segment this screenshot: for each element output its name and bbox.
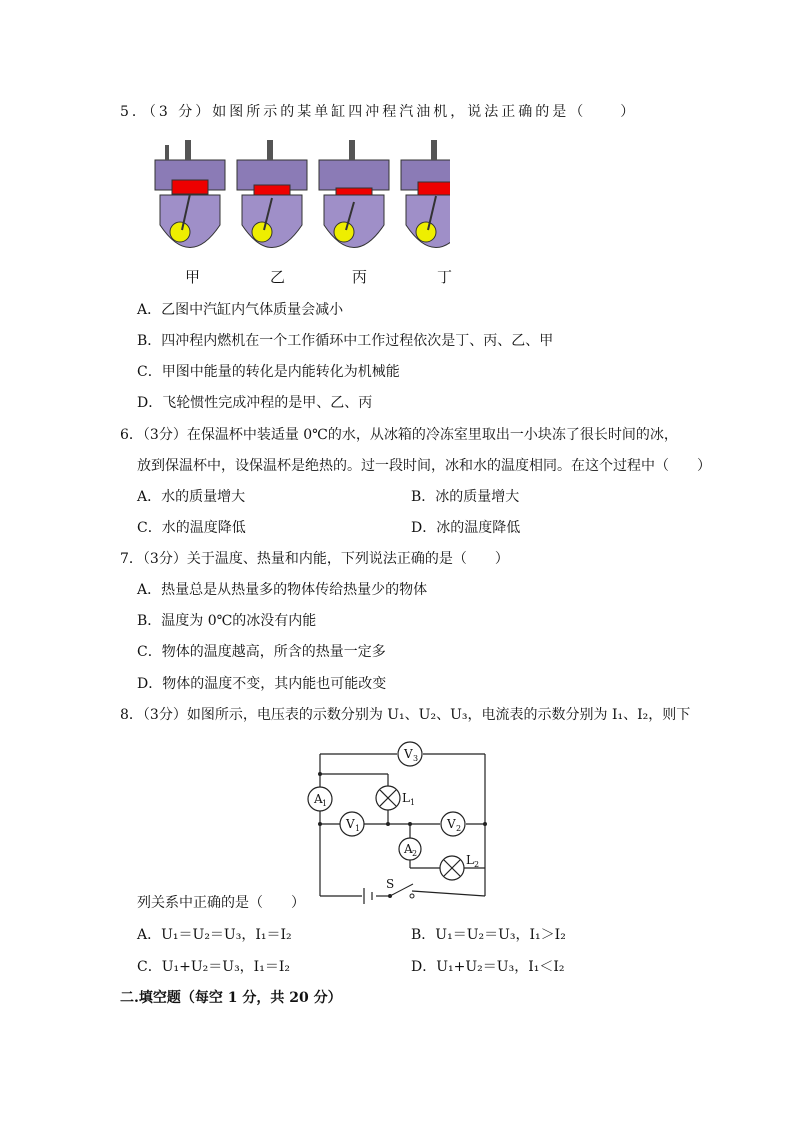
q8-option-b: B．U₁＝U₂＝U₃，I₁＞I₂ — [411, 927, 566, 943]
q6-option-c: C．水的温度降低 — [137, 520, 246, 536]
engine-bing-icon — [319, 140, 389, 248]
q7-option-a: A．热量总是从热量多的物体传给热量少的物体 — [137, 582, 428, 598]
engine-label-bing: 丙 — [352, 268, 368, 286]
q6-stem-line1: 6．（3分）在保温杯中装适量 0℃的水，从冰箱的冷冻室里取出一小块冻了很长时间的冰， — [120, 427, 678, 443]
a2-sub: 2 — [412, 849, 418, 858]
q7-option-b: B．温度为 0℃的冰没有内能 — [137, 613, 317, 629]
q5-option-d: D．飞轮惯性完成冲程的是甲、乙、丙 — [137, 395, 373, 411]
q5-option-b: B．四冲程内燃机在一个工作循环中工作过程依次是丁、丙、乙、甲 — [137, 333, 554, 349]
v3-label: V — [404, 747, 413, 761]
a2-label: A — [404, 842, 413, 856]
v2-sub: 2 — [456, 824, 462, 833]
q6-option-d: D．冰的温度降低 — [411, 520, 521, 536]
q7-option-d: D．物体的温度不变，其内能也可能改变 — [137, 676, 387, 692]
v1-sub: 1 — [355, 824, 361, 833]
q6-option-a: A．水的质量增大 — [137, 489, 246, 505]
circuit-diagram — [300, 736, 500, 906]
q5-option-a: A．乙图中汽缸内气体质量会减小 — [137, 302, 344, 318]
q5-option-c: C．甲图中能量的转化是内能转化为机械能 — [137, 364, 400, 380]
v2-label: V — [447, 817, 456, 831]
l1-sub: 1 — [410, 798, 416, 807]
engine-label-yi: 乙 — [270, 268, 286, 286]
s-label: S — [386, 877, 395, 891]
q7-stem: 7．（3分）关于温度、热量和内能，下列说法正确的是（ ） — [120, 551, 509, 567]
l2-label: L — [466, 853, 474, 867]
a1-sub: 1 — [322, 799, 328, 808]
q8-stem-line1: 8．（3分）如图所示，电压表的示数分别为 U₁、U₂、U₃，电流表的示数分别为 I₁、I₂，则下 — [120, 707, 691, 723]
q6-option-b: B．冰的质量增大 — [411, 489, 520, 505]
q8-option-a: A．U₁＝U₂＝U₃，I₁＝I₂ — [137, 927, 292, 943]
engine-yi-icon — [237, 140, 307, 248]
q5-stem: 5．（3 分）如图所示的某单缸四冲程汽油机，说法正确的是（ ） — [120, 104, 638, 120]
engine-ding-icon — [401, 140, 450, 248]
q8-option-d: D．U₁+U₂＝U₃，I₁＜I₂ — [411, 959, 565, 975]
q6-stem-line2: 放到保温杯中，设保温杯是绝热的。过一段时间，冰和水的温度相同。在这个过程中（ ） — [137, 458, 711, 474]
l2-sub: 2 — [474, 860, 480, 869]
v1-label: V — [346, 817, 355, 831]
engine-jia-icon — [155, 140, 225, 248]
l1-label: L — [402, 791, 410, 805]
q8-option-c: C．U₁+U₂＝U₃，I₁＝I₂ — [137, 959, 290, 975]
a1-label: A — [314, 792, 323, 806]
q8-stem-line2: 列关系中正确的是（ ） — [137, 895, 305, 911]
v3-sub: 3 — [413, 754, 419, 763]
engine-label-jia: 甲 — [185, 268, 201, 286]
section2-title: 二.填空题（每空 1 分，共 20 分） — [120, 990, 342, 1006]
q7-option-c: C．物体的温度越高，所含的热量一定多 — [137, 644, 386, 660]
engine-label-ding: 丁 — [437, 268, 453, 286]
